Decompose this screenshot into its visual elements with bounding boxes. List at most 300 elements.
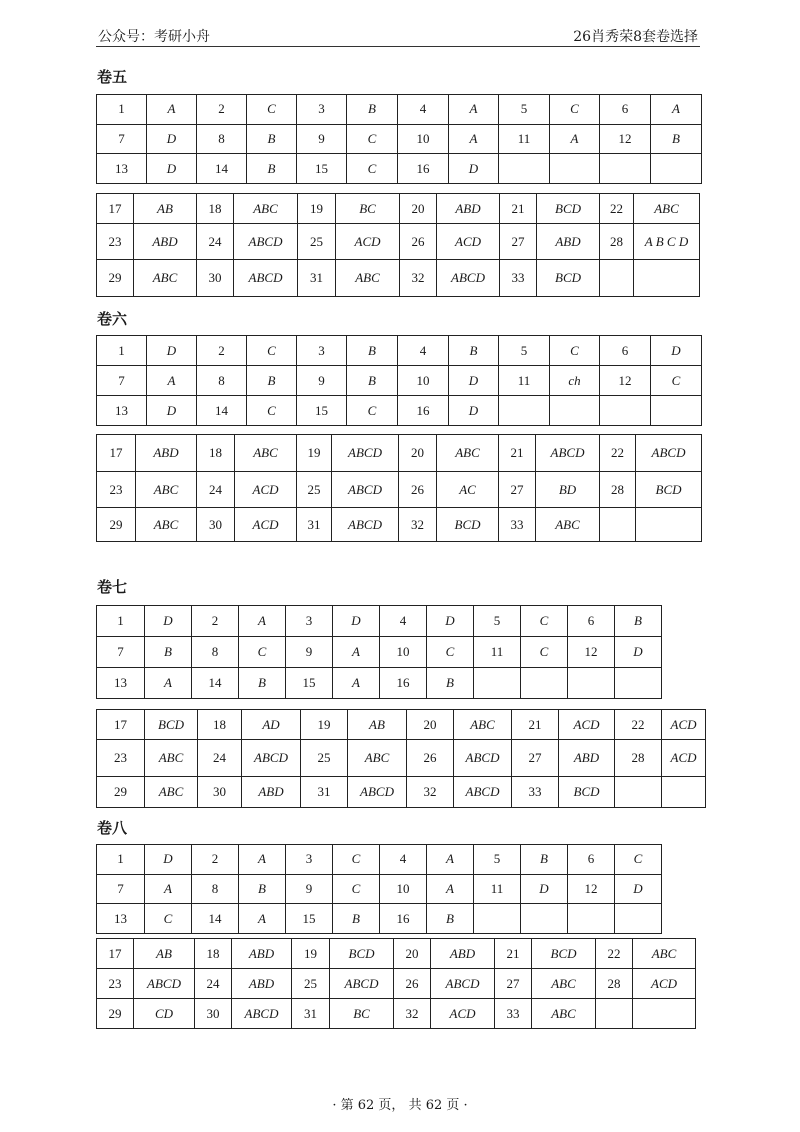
answer-value: ACD — [336, 224, 400, 260]
section-title: 卷五 — [97, 68, 128, 86]
answer-value — [521, 904, 568, 934]
question-number: 10 — [398, 124, 449, 154]
question-number — [600, 260, 634, 297]
single-choice-table — [96, 94, 702, 184]
answer-value: AC — [437, 472, 499, 508]
question-number — [600, 154, 651, 184]
answer-value: C — [615, 845, 662, 875]
question-number: 19 — [301, 710, 348, 740]
question-number: 33 — [512, 777, 559, 808]
answer-value: A — [427, 874, 474, 904]
answer-value: B — [247, 154, 297, 184]
question-number: 31 — [301, 777, 348, 808]
table-row — [97, 508, 702, 542]
question-number: 23 — [97, 224, 134, 260]
question-number: 1 — [97, 336, 147, 366]
question-number: 15 — [286, 668, 333, 699]
answer-value: ABD — [242, 777, 301, 808]
question-number: 18 — [198, 710, 242, 740]
question-number: 11 — [474, 637, 521, 668]
question-number: 30 — [195, 999, 232, 1029]
question-number: 26 — [400, 224, 437, 260]
question-number: 9 — [286, 637, 333, 668]
question-number: 17 — [97, 194, 134, 224]
answer-value: B — [145, 637, 192, 668]
question-number: 18 — [197, 435, 235, 472]
answer-value: ABC — [437, 435, 499, 472]
answer-value: ABC — [536, 508, 600, 542]
question-number: 30 — [197, 508, 235, 542]
answer-value: D — [615, 874, 662, 904]
question-number: 27 — [495, 969, 532, 999]
question-number: 20 — [399, 435, 437, 472]
table-row — [97, 154, 702, 184]
table-row — [97, 668, 662, 699]
question-number: 19 — [298, 194, 336, 224]
answer-value: ABCD — [332, 472, 399, 508]
question-number: 8 — [192, 874, 239, 904]
answer-value: ABCD — [536, 435, 600, 472]
table-row — [97, 472, 702, 508]
answer-value: BCD — [537, 194, 600, 224]
question-number: 4 — [398, 336, 449, 366]
question-number: 10 — [398, 366, 449, 396]
answer-value: B — [347, 366, 398, 396]
section-title: 卷七 — [97, 578, 128, 596]
answer-value: ABD — [134, 224, 197, 260]
question-number: 1 — [97, 845, 145, 875]
answer-value: AD — [242, 710, 301, 740]
question-number: 27 — [499, 472, 536, 508]
answer-value: ABC — [532, 999, 596, 1029]
answer-value: ABCD — [234, 260, 298, 297]
answer-value: ACD — [235, 472, 297, 508]
question-number: 8 — [192, 637, 239, 668]
answer-value: ABC — [134, 260, 197, 297]
answer-value: C — [550, 336, 600, 366]
question-number: 15 — [297, 396, 347, 426]
answer-value: ABD — [232, 939, 292, 969]
question-number — [615, 777, 662, 808]
answer-value: ABC — [348, 740, 407, 777]
question-number: 23 — [97, 740, 145, 777]
answer-value: ABCD — [431, 969, 495, 999]
answer-value: BCD — [330, 939, 394, 969]
section-title: 卷八 — [97, 819, 128, 837]
answer-value: B — [427, 668, 474, 699]
answer-value: ABC — [235, 435, 297, 472]
answer-value: ABC — [145, 777, 198, 808]
question-number: 24 — [195, 969, 232, 999]
question-number: 7 — [97, 124, 147, 154]
question-number — [499, 154, 550, 184]
answer-value — [636, 508, 702, 542]
question-number: 26 — [399, 472, 437, 508]
question-number: 3 — [286, 845, 333, 875]
answer-value: BD — [536, 472, 600, 508]
answer-value: C — [333, 874, 380, 904]
question-number: 5 — [474, 845, 521, 875]
answer-value: A — [147, 95, 197, 125]
answer-value: C — [651, 366, 702, 396]
header-title: 26肖秀荣8套卷选择 — [573, 29, 698, 45]
answer-value: ACD — [235, 508, 297, 542]
answer-value: D — [147, 124, 197, 154]
question-number: 8 — [197, 366, 247, 396]
table-row — [97, 740, 706, 777]
answer-value: D — [427, 606, 474, 637]
answer-value: C — [521, 606, 568, 637]
answer-value: A — [333, 637, 380, 668]
answer-value: ABC — [633, 939, 696, 969]
answer-value: B — [427, 904, 474, 934]
answer-value: ABCD — [234, 224, 298, 260]
question-number: 29 — [97, 260, 134, 297]
answer-value: C — [347, 154, 398, 184]
answer-value: D — [145, 606, 192, 637]
answer-value: C — [247, 396, 297, 426]
answer-value: ABCD — [232, 999, 292, 1029]
answer-value: BCD — [559, 777, 615, 808]
answer-value: ABCD — [454, 777, 512, 808]
question-number: 7 — [97, 637, 145, 668]
question-number: 14 — [192, 668, 239, 699]
answer-value: BCD — [437, 508, 499, 542]
section-title: 卷六 — [97, 310, 128, 328]
question-number: 33 — [499, 508, 536, 542]
answer-value: D — [147, 154, 197, 184]
answer-value: B — [247, 366, 297, 396]
answer-value: ACD — [662, 740, 706, 777]
answer-value: C — [521, 637, 568, 668]
answer-value: BCD — [145, 710, 198, 740]
question-number: 20 — [407, 710, 454, 740]
answer-value: D — [147, 396, 197, 426]
answer-value: C — [145, 904, 192, 934]
answer-value — [615, 904, 662, 934]
table-row — [97, 999, 696, 1029]
answer-value: A — [449, 95, 499, 125]
answer-value: A — [145, 668, 192, 699]
question-number: 21 — [495, 939, 532, 969]
question-number: 17 — [97, 435, 136, 472]
answer-value: ABD — [136, 435, 197, 472]
answer-value: BC — [330, 999, 394, 1029]
answer-value: B — [239, 668, 286, 699]
question-number: 27 — [512, 740, 559, 777]
answer-value: A — [147, 366, 197, 396]
question-number: 4 — [398, 95, 449, 125]
question-number: 9 — [286, 874, 333, 904]
question-number: 6 — [600, 336, 651, 366]
question-number: 13 — [97, 154, 147, 184]
table-row — [97, 710, 706, 740]
question-number: 26 — [407, 740, 454, 777]
multi-choice-table — [96, 434, 702, 542]
answer-value: ABCD — [330, 969, 394, 999]
answer-value: C — [333, 845, 380, 875]
answer-value: ABC — [145, 740, 198, 777]
question-number: 2 — [192, 606, 239, 637]
answer-value — [550, 396, 600, 426]
answer-value: ABD — [232, 969, 292, 999]
question-number: 17 — [97, 939, 134, 969]
question-number: 32 — [399, 508, 437, 542]
question-number: 14 — [197, 154, 247, 184]
question-number: 32 — [394, 999, 431, 1029]
question-number: 2 — [197, 336, 247, 366]
answer-value: ABCD — [437, 260, 500, 297]
answer-value: ABC — [532, 969, 596, 999]
answer-value: ABD — [559, 740, 615, 777]
answer-value: ABD — [537, 224, 600, 260]
question-number: 33 — [495, 999, 532, 1029]
answer-value: ACD — [633, 969, 696, 999]
answer-value: C — [550, 95, 600, 125]
answer-value — [651, 154, 702, 184]
question-number: 25 — [301, 740, 348, 777]
question-number: 15 — [297, 154, 347, 184]
question-number: 27 — [500, 224, 537, 260]
question-number: 21 — [512, 710, 559, 740]
question-number: 25 — [297, 472, 332, 508]
question-number: 16 — [398, 396, 449, 426]
question-number: 13 — [97, 668, 145, 699]
answer-value: ABC — [336, 260, 400, 297]
question-number — [600, 508, 636, 542]
question-number: 28 — [600, 472, 636, 508]
answer-value — [521, 668, 568, 699]
question-number: 24 — [198, 740, 242, 777]
answer-value: ABD — [437, 194, 500, 224]
question-number: 13 — [97, 396, 147, 426]
table-row — [97, 124, 702, 154]
header-source: 公众号：考研小舟 — [98, 29, 210, 45]
answer-value: C — [347, 124, 398, 154]
table-row — [97, 435, 702, 472]
question-number: 4 — [380, 845, 427, 875]
answer-value: B — [347, 95, 398, 125]
question-number — [600, 396, 651, 426]
answer-value: ACD — [431, 999, 495, 1029]
answer-value: A — [550, 124, 600, 154]
answer-value: AB — [348, 710, 407, 740]
answer-value: ABC — [136, 472, 197, 508]
answer-value: ABCD — [134, 969, 195, 999]
question-number: 3 — [286, 606, 333, 637]
question-number: 24 — [197, 472, 235, 508]
question-number: 19 — [297, 435, 332, 472]
question-number: 12 — [568, 637, 615, 668]
answer-value: D — [521, 874, 568, 904]
table-row — [97, 777, 706, 808]
question-number: 9 — [297, 366, 347, 396]
answer-value: BCD — [537, 260, 600, 297]
question-number — [568, 668, 615, 699]
question-number — [568, 904, 615, 934]
question-number: 11 — [499, 366, 550, 396]
table-row — [97, 396, 702, 426]
question-number: 18 — [195, 939, 232, 969]
question-number: 22 — [600, 435, 636, 472]
question-number: 18 — [197, 194, 234, 224]
question-number: 11 — [474, 874, 521, 904]
question-number: 14 — [197, 396, 247, 426]
question-number: 12 — [600, 366, 651, 396]
answer-value: BCD — [532, 939, 596, 969]
question-number: 20 — [400, 194, 437, 224]
table-row — [97, 194, 700, 224]
answer-value: A — [333, 668, 380, 699]
single-choice-table — [96, 605, 662, 699]
answer-value: B — [239, 874, 286, 904]
question-number: 29 — [97, 777, 145, 808]
answer-value: C — [427, 637, 474, 668]
question-number: 29 — [97, 999, 134, 1029]
question-number — [474, 668, 521, 699]
answer-value: ABCD — [332, 508, 399, 542]
answer-value: ABC — [136, 508, 197, 542]
table-row — [97, 969, 696, 999]
question-number: 10 — [380, 637, 427, 668]
answer-value: A — [239, 606, 286, 637]
question-number: 6 — [568, 606, 615, 637]
answer-value: ABC — [454, 710, 512, 740]
table-row — [97, 95, 702, 125]
question-number: 22 — [600, 194, 634, 224]
question-number: 33 — [500, 260, 537, 297]
answer-value: A — [239, 904, 286, 934]
question-number: 10 — [380, 874, 427, 904]
answer-value: D — [333, 606, 380, 637]
answer-value: ABCD — [636, 435, 702, 472]
answer-value: C — [247, 95, 297, 125]
question-number — [596, 999, 633, 1029]
question-number: 31 — [297, 508, 332, 542]
question-number: 17 — [97, 710, 145, 740]
answer-value: D — [651, 336, 702, 366]
answer-value: ABC — [634, 194, 700, 224]
question-number: 8 — [197, 124, 247, 154]
question-number: 16 — [398, 154, 449, 184]
answer-value: D — [145, 845, 192, 875]
answer-value: D — [615, 637, 662, 668]
single-choice-table — [96, 335, 702, 426]
question-number: 21 — [499, 435, 536, 472]
question-number: 15 — [286, 904, 333, 934]
answer-value: BC — [336, 194, 400, 224]
question-number: 25 — [292, 969, 330, 999]
answer-value: C — [247, 336, 297, 366]
answer-value: ACD — [437, 224, 500, 260]
question-number: 11 — [499, 124, 550, 154]
question-number: 26 — [394, 969, 431, 999]
single-choice-table — [96, 844, 662, 934]
question-number: 31 — [292, 999, 330, 1029]
multi-choice-table — [96, 193, 700, 297]
answer-value: ABCD — [348, 777, 407, 808]
answer-value: ABD — [431, 939, 495, 969]
table-row — [97, 260, 700, 297]
question-number: 2 — [197, 95, 247, 125]
question-number: 7 — [97, 874, 145, 904]
answer-value: D — [449, 154, 499, 184]
question-number: 12 — [600, 124, 651, 154]
question-number: 5 — [499, 95, 550, 125]
question-number: 16 — [380, 904, 427, 934]
question-number: 29 — [97, 508, 136, 542]
answer-value — [550, 154, 600, 184]
answer-value: AB — [134, 194, 197, 224]
question-number: 7 — [97, 366, 147, 396]
question-number: 19 — [292, 939, 330, 969]
table-row — [97, 606, 662, 637]
table-row — [97, 939, 696, 969]
question-number: 5 — [499, 336, 550, 366]
answer-value: A — [239, 845, 286, 875]
table-row — [97, 224, 700, 260]
answer-value: ABCD — [332, 435, 399, 472]
answer-value — [662, 777, 706, 808]
question-number: 32 — [407, 777, 454, 808]
table-row — [97, 637, 662, 668]
question-number: 25 — [298, 224, 336, 260]
page-footer: · 第 62 页， 共 62 页 · — [332, 1098, 468, 1113]
answer-value: BCD — [636, 472, 702, 508]
answer-value: D — [147, 336, 197, 366]
question-number: 1 — [97, 95, 147, 125]
answer-value: ch — [550, 366, 600, 396]
answer-value: ABCD — [242, 740, 301, 777]
question-number: 13 — [97, 904, 145, 934]
answer-value: A B C D — [634, 224, 700, 260]
answer-value: AB — [134, 939, 195, 969]
answer-value: D — [449, 366, 499, 396]
answer-value: CD — [134, 999, 195, 1029]
answer-value: B — [615, 606, 662, 637]
question-number: 30 — [197, 260, 234, 297]
question-number — [474, 904, 521, 934]
question-number: 23 — [97, 472, 136, 508]
question-number: 3 — [297, 95, 347, 125]
table-row — [97, 874, 662, 904]
question-number: 24 — [197, 224, 234, 260]
question-number: 23 — [97, 969, 134, 999]
answer-value: B — [347, 336, 398, 366]
question-number: 20 — [394, 939, 431, 969]
answer-value — [615, 668, 662, 699]
question-number: 1 — [97, 606, 145, 637]
question-number: 4 — [380, 606, 427, 637]
question-number: 6 — [568, 845, 615, 875]
multi-choice-table — [96, 938, 696, 1029]
question-number: 21 — [500, 194, 537, 224]
answer-value — [634, 260, 700, 297]
question-number: 28 — [615, 740, 662, 777]
answer-value — [651, 396, 702, 426]
answer-value: B — [651, 124, 702, 154]
question-number: 2 — [192, 845, 239, 875]
answer-value: C — [347, 396, 398, 426]
question-number: 5 — [474, 606, 521, 637]
answer-value: B — [521, 845, 568, 875]
answer-value: ABCD — [454, 740, 512, 777]
question-number: 22 — [615, 710, 662, 740]
answer-value: A — [427, 845, 474, 875]
answer-value: D — [449, 396, 499, 426]
question-number: 12 — [568, 874, 615, 904]
question-number: 32 — [400, 260, 437, 297]
